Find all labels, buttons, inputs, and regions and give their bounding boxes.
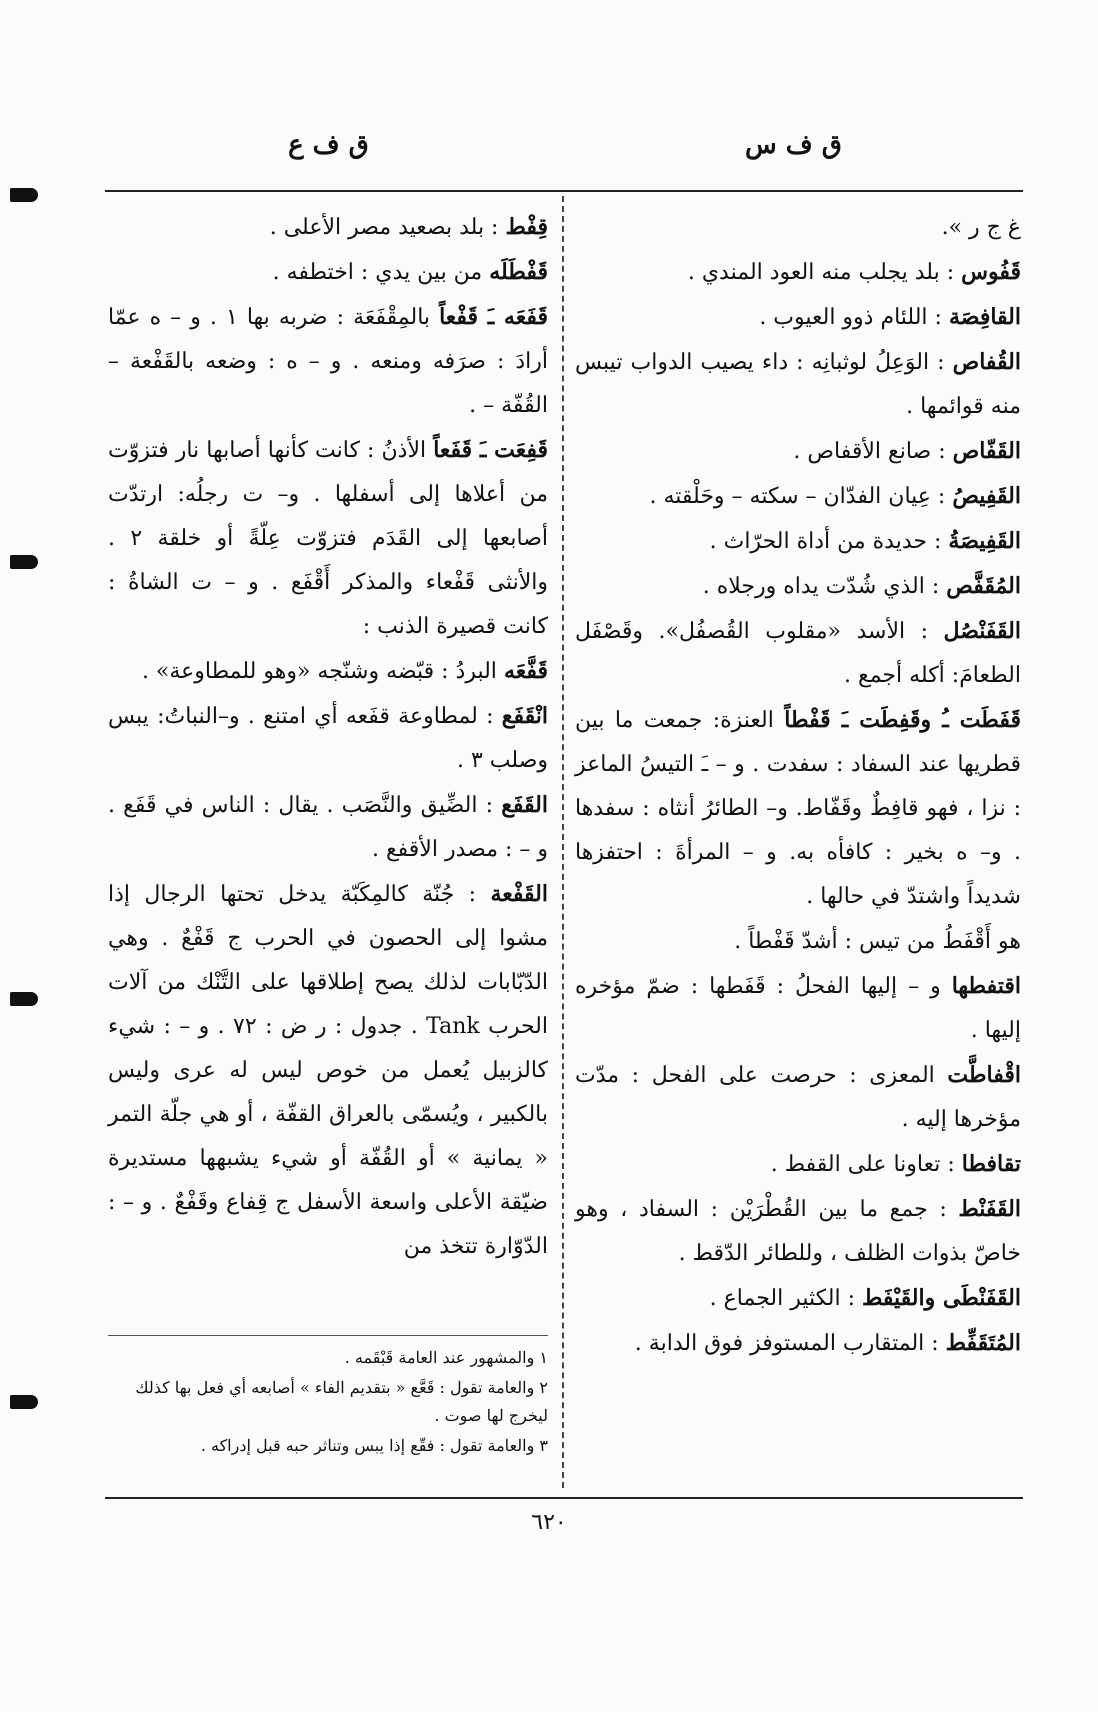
entry: غ ج ر ». (941, 215, 1021, 240)
left-header-title: ق ف ع (288, 130, 369, 160)
entry: قَفَعَه ـَ قَفْعاً بالمِقْفَعَة : ضربه بها ١ . و – ه عمّا أرادَ : صرَفه ومنعه . و – ه : وضعه بالقَفْعة – القُفّة – . (108, 304, 548, 418)
entry: القَفّاص : صانع الأقفاص . (793, 438, 1021, 464)
footnotes (108, 1335, 548, 1462)
entry: المُقَفَّص : الذي شُدّت يداه ورجلاه . (702, 573, 1021, 599)
entry: قِفْط : بلد بصعيد مصر الأعلى . (269, 214, 548, 240)
entry: هو أَقْفَطُ من تيس : أشدّ قَفْطاً . (734, 929, 1021, 954)
right-column (575, 205, 1021, 1366)
entry: القَفْعة : جُنّة كالمِكَبّة يدخل تحتها الرجال إذا مشوا إلى الحصون في الحرب ج قَفْعٌ . وهي الدّبّابات لذلك يصح إطلاقها على التَّنْك من آلات الحرب Tank . جدول : ر ض : ٧٢ . و – : شيء كالزبيل يُعمل من خوص ليس له عرى وليس بالكبير ، ويُسمّى بالعراق القفّة ، أو هي جلّة التمر « يمانية » أو القُفّة أو شيء يشبهها مستديرة ضيّقة الأعلى واسعة الأسفل ج قِفاع وقَفْعٌ . و – : الدّوّارة تتخذ من (108, 881, 548, 1259)
top-rule (105, 190, 1023, 192)
entry: القَفِيصُ : عِيان الفدّان – سكته – وحَلْقته . (649, 483, 1021, 509)
binding-mark-icon (10, 188, 38, 202)
entry: المُتَقَفِّط : المتقارب المستوفز فوق الدابة . (634, 1330, 1021, 1356)
entry: اقتفطها و – إليها الفحلُ : قَفَطها : ضمّ مؤخره إليها . (575, 973, 1021, 1043)
entry: القَفَنْطَى والقَيْفَط : الكثير الجماع . (709, 1285, 1021, 1311)
entry: اقْفاطَّت المعزى : حرصت على الفحل : مدّت مؤخرها إليه . (575, 1062, 1021, 1132)
entry: قَفِعَت ـَ قَفَعاً الأذنُ : كانت كأنها أصابها نار فتزوّت من أعلاها إلى أسفلها . و– ت رجلُه: ارتدّت أصابعها إلى القَدَم فتزوّت عِلّةً أو خلقة ٢ . والأنثى قَفْعاء والمذكر أَقْفَع . و – ت الشاةُ : كانت قصيرة الذنب : (108, 437, 548, 639)
entry: انْقَفَع : لمطاوعة قفَعه أي امتنع . و–النباتُ: يبس وصلب ٣ . (108, 703, 548, 773)
page-number: ٦٢٠ (531, 1510, 567, 1535)
entry: قَفُوس : بلد يجلب منه العود المندي . (687, 259, 1021, 285)
binding-mark-icon (10, 992, 38, 1006)
entry: تقافطا : تعاونا على القفط . (770, 1151, 1021, 1177)
entry: القَفِيصَةُ : حديدة من أداة الحرّاث . (709, 528, 1021, 554)
column-divider (562, 196, 566, 1488)
entry: القَفَع : الضِّيق والنَّصَب . يقال : الناس في قَفَع . و – : مصدر الأقفع . (108, 792, 548, 862)
right-header-title: ق ف س (744, 130, 842, 160)
entry: القَفَنْصُل : الأسد «مقلوب القُصفُل». وقَصْفَل الطعامَ: أكله أجمع . (575, 618, 1021, 688)
page-header (100, 130, 1030, 160)
entry: القَفَنْط : جمع ما بين القُطْرَيْن : السفاد ، وهو خاصّ بذوات الظلف ، وللطائر الدّقط . (575, 1196, 1022, 1266)
entry: قَفْطَلَه من بين يدي : اختطفه . (272, 259, 548, 285)
footnote: ١ والمشهور عند العامة قَبْقَمه . (344, 1348, 548, 1367)
footnote: ٣ والعامة تقول : فقّع إذا يبس وتناثر حبه قبل إدراكه . (200, 1436, 548, 1455)
entry: قَفَّعَه البردُ : قبّضه وشنّجه «وهو للمطاوعة» . (141, 658, 548, 684)
binding-mark-icon (10, 555, 38, 569)
entry: القافِصَة : اللئام ذوو العيوب . (759, 304, 1021, 330)
entry: القُفاص : الوَعِلُ لوثبانِه : داء يصيب الدواب تيبس منه قوائمها . (575, 349, 1021, 419)
left-column (108, 205, 548, 1269)
entry: قَفَطَت ـُ وقَفِطَت ـَ قَفْطاً العنزة: جمعت ما بين قطريها عند السفاد : سفدت . و – ـَ التيسُ الماعز : نزا ، فهو قافِطٌ وقَفّاط. و– الطائرُ أنثاه : سفدها . و– ه بخير : كافأه به. و – المرأةَ : احتفزها شديداً واشتدّ في حالها . (575, 707, 1022, 909)
footnote: ٢ والعامة تقول : قَعَّع « بتقديم الفاء » أصابعه أي فعل بها كذلك ليخرج لها صوت . (135, 1378, 548, 1425)
bottom-rule (105, 1497, 1023, 1499)
binding-mark-icon (10, 1395, 38, 1409)
